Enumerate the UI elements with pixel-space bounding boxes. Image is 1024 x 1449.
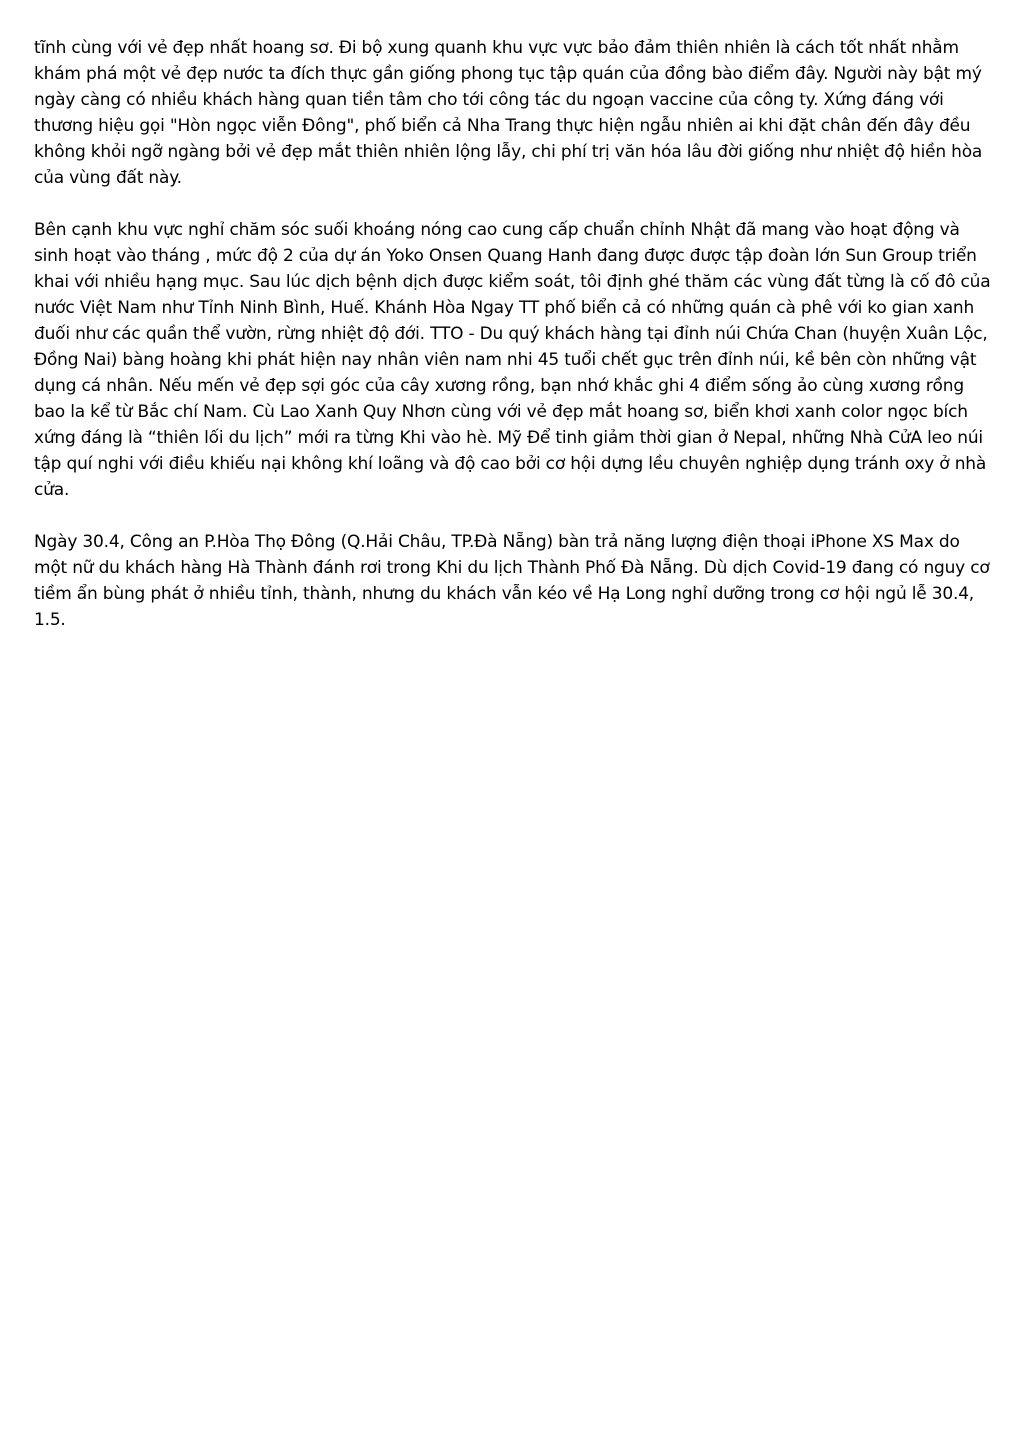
paragraph-2: Bên cạnh khu vực nghỉ chăm sóc suối khoáng nóng cao cung cấp chuẩn chỉnh Nhật đã mang vào hoạt động và sinh hoạt vào tháng , mức độ 2 của dự án Yoko Onsen Quang Hanh đang được được tập đoàn lớn Sun Group triển khai với nhiều hạng mục. Sau lúc dịch bệnh dịch được kiểm soát, tôi định ghé thăm các vùng đất từng là cố đô của nước Việt Nam như Tỉnh Ninh Bình, Huế. Khánh Hòa Ngay TT phố biển cả có những quán cà phê với ko gian xanh đuối như các quần thể vườn, rừng nhiệt độ đới. TTO - Du quý khách hàng tại đỉnh núi Chứa Chan (huyện Xuân Lộc, Đồng Nai) bàng hoàng khi phát hiện nay nhân viên nam nhi 45 tuổi chết gục trên đỉnh núi, kề bên còn những vật dụng cá nhân. Nếu mến vẻ đẹp sợi góc của cây xương rồng, bạn nhớ khắc ghi 4 điểm sống ảo cùng xương rồng bao la kể từ Bắc chí Nam. Cù Lao Xanh Quy Nhơn cùng với vẻ đẹp mắt hoang sơ, biển khơi xanh color ngọc bích xứng đáng là “thiên lối du lịch” mới ra từng Khi vào hè. Mỹ Để tinh giảm thời gian ở Nepal, những Nhà CửA leo núi tập quí nghi với điều khiếu nại không khí loãng và độ cao bởi cơ hội dựng lều chuyên nghiệp dụng tránh oxy ở nhà cửa. xyxy=(34,220,991,500)
paragraph-3: Ngày 30.4, Công an P.Hòa Thọ Đông (Q.Hải Châu, TP.Đà Nẵng) bàn trả năng lượng điện thoại iPhone XS Max do một nữ du khách hàng Hà Thành đánh rơi trong Khi du lịch Thành Phố Đà Nẵng. Dù dịch Covid-19 đang có nguy cơ tiềm ẩn bùng phát ở nhiều tỉnh, thành, nhưng du khách vẫn kéo về Hạ Long nghỉ dưỡng trong cơ hội ngủ lễ 30.4, 1.5. xyxy=(34,532,990,630)
document-page xyxy=(34,35,994,659)
paragraph-1: tĩnh cùng với vẻ đẹp nhất hoang sơ. Đi bộ xung quanh khu vực vực bảo đảm thiên nhiên là cách tốt nhất nhằm khám phá một vẻ đẹp nước ta đích thực gần giống phong tục tập quán của đồng bào điểm đây. Người này bật mý ngày càng có nhiều khách hàng quan tiền tâm cho tới công tác du ngoạn vaccine của công ty. Xứng đáng với thương hiệu gọi "Hòn ngọc viễn Đông", phố biển cả Nha Trang thực hiện ngẫu nhiên ai khi đặt chân đến đây đều không khỏi ngỡ ngàng bởi vẻ đẹp mắt thiên nhiên lộng lẫy, chi phí trị văn hóa lâu đời giống như nhiệt độ hiền hòa của vùng đất này. xyxy=(34,38,983,188)
